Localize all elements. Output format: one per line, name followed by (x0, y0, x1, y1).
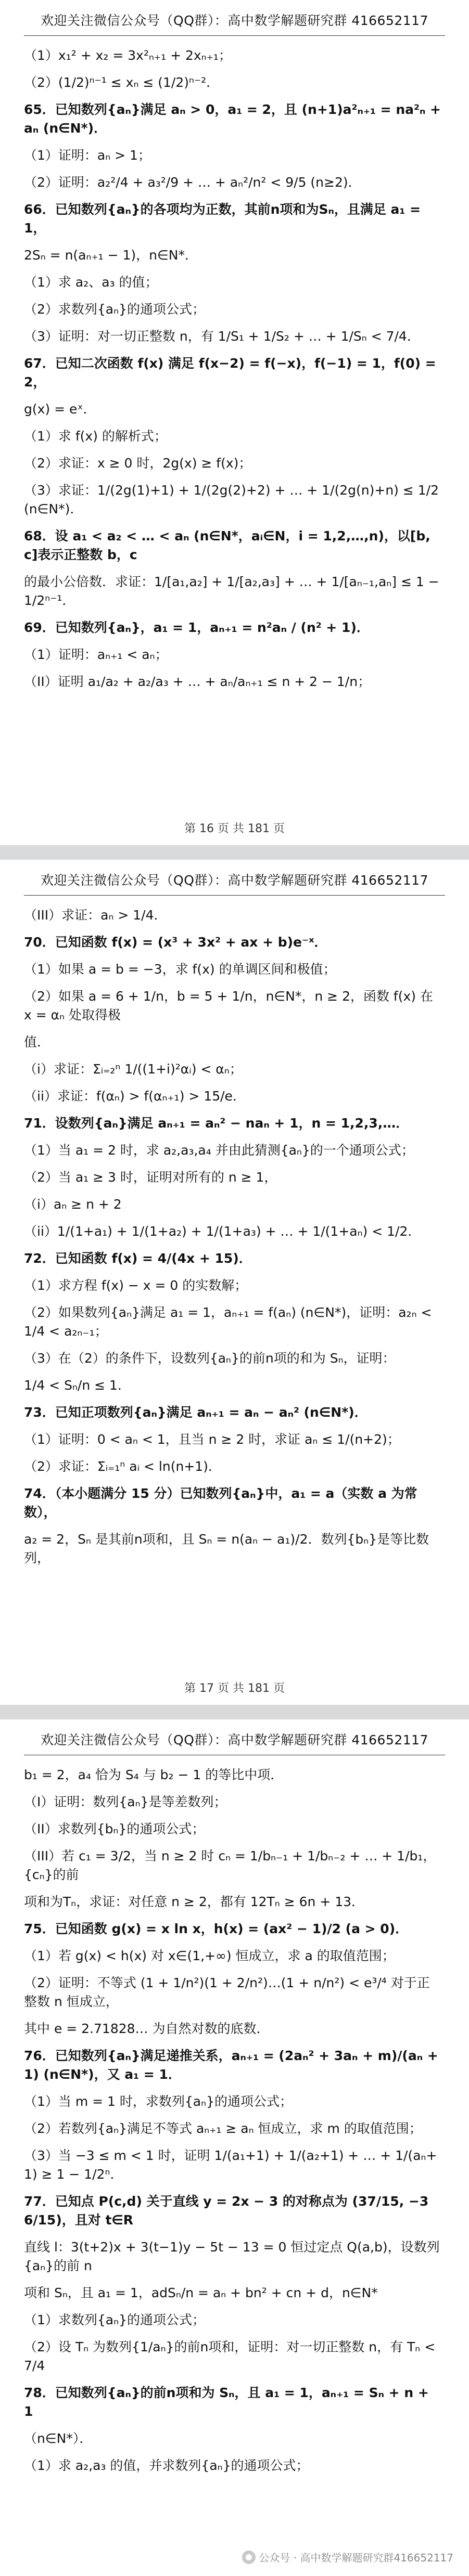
text-line: （1）若 g(x) < h(x) 对 x∈(1,+∞) 恒成立，求 a 的取值范围； (24, 1948, 395, 1963)
text-line: （i）aₙ ≥ n + 2 (24, 1197, 122, 1212)
problem-statement: 65．已知数列{aₙ}满足 aₙ > 0，a₁ = 2，且 (n+1)a²ₙ₊₁ = na²ₙ + aₙ (n∈N*)． (24, 102, 441, 136)
text-line: 1/4 < Sₙ/n ≤ 1． (24, 1378, 131, 1393)
text-line: （2）求证：x ≥ 0 时，2g(x) ≥ f(x)； (24, 456, 252, 471)
text-line: （2）当 a₁ ≥ 3 时，证明对所有的 n ≥ 1， (24, 1170, 277, 1185)
page-3 (0, 1719, 469, 2576)
text-line: （2）证明：不等式 (1 + 1/n²)(1 + 2/n²)…(1 + n/n²) < e³/⁴ 对于正整数 n 恒成立， (24, 1975, 430, 2009)
page-number: 第 16 页 共 181 页 (184, 822, 285, 835)
text-line: （II）证明 a₁/a₂ + a₂/a₃ + … + aₙ/aₙ₊₁ ≤ n + 2 − 1/n； (24, 674, 371, 689)
text-line: （1）求 f(x) 的解析式； (24, 429, 167, 444)
text-line: （ii）1/(1+a₁) + 1/(1+a₂) + 1/(1+a₃) + … + 1/(1+aₙ) < 1/2． (24, 1224, 421, 1239)
text-line: （3）证明：对一切正整数 n，有 1/S₁ + 1/S₂ + … + 1/Sₙ < 7/4． (24, 329, 420, 344)
text-line: （2）如果 a = 6 + 1/n，b = 5 + 1/n，n∈N*，n ≥ 2，函数 f(x) 在 x = αₙ 处取得极 (24, 989, 433, 1022)
page-header: 欢迎关注微信公众号（QQ群）：高中数学解题研究群 416652117 (24, 1719, 445, 1755)
problem-statement: 77．已知点 P(c,d) 关于直线 y = 2x − 3 的对称点为 (37/15, −36/15)，且对 t∈R (24, 2194, 429, 2228)
text-line: 2Sₙ = n(aₙ₊₁ − 1)，n∈N*． (24, 248, 198, 263)
text-line: （1）求 a₂,a₃ 的值，并求数列{aₙ}的通项公式； (24, 2458, 309, 2473)
text-line: （3）当 −3 ≤ m < 1 时，证明 1/(a₁+1) + 1/(a₂+1) + … + 1/(aₙ+1) ≥ 1 − 1/2ⁿ． (24, 2148, 437, 2182)
text-line: （1）求方程 f(x) − x = 0 的实数解； (24, 1278, 248, 1293)
text-line: （2）证明：a₂²/4 + a₃²/9 + … + aₙ²/n² < 9/5 (n≥2)． (24, 175, 361, 190)
problem-statement: 68．设 a₁ < a₂ < … < aₙ (n∈N*，aᵢ∈N，i = 1,2,…,n)，以[b,c]表示正整数 b，c (24, 528, 430, 562)
problem-statement: 66．已知数列{aₙ}的各项均为正数，其前n项和为Sₙ，且满足 a₁ = 1， (24, 202, 421, 236)
text-line: （1）证明：aₙ > 1； (24, 148, 151, 163)
text-line: （ii）求证：f(αₙ) > f(αₙ₊₁) > 15/e． (24, 1089, 246, 1104)
text-line: （3）在（2）的条件下，设数列{aₙ}的前n项的和为 Sₙ，证明： (24, 1351, 396, 1366)
page-1 (0, 0, 469, 845)
problem-statement: 75．已知函数 g(x) = x ln x，h(x) = (ax² − 1)/2 (a > 0)． (24, 1921, 409, 1936)
text-line: （III）求证：aₙ > 1/4． (24, 908, 167, 923)
text-line: 直线 l：3(t+2)x + 3(t−1)y − 5t − 13 = 0 恒过定点 Q(a,b)，设数列{aₙ}的前 n (24, 2240, 440, 2273)
text-line: （III）若 c₁ = 3/2，当 n ≥ 2 时 cₙ = 1/bₙ₋₁ + 1/bₙ₋₂ + … + 1/b₁，{cₙ}的前 (24, 1848, 436, 1882)
text-line: 的最小公倍数．求证：1/[a₁,a₂] + 1/[a₂,a₃] + … + 1/[aₙ₋₁,aₙ] ≤ 1 − 1/2ⁿ⁻¹． (24, 574, 439, 608)
text-line: （2）如果数列{aₙ}满足 a₁ = 1，aₙ₊₁ = f(aₙ) (n∈N*)，证明：a₂ₙ < 1/4 < a₂ₙ₋₁； (24, 1305, 432, 1339)
page-gap (0, 845, 469, 860)
wechat-logo-icon (242, 2551, 256, 2564)
text-line: （2）(1/2)ⁿ⁻¹ ≤ xₙ ≤ (1/2)ⁿ⁻²． (24, 75, 220, 90)
text-line: （i）求证：Σᵢ₌₂ⁿ 1/((1+i)²αᵢ) < αₙ； (24, 1062, 243, 1077)
text-line: g(x) = eˣ． (24, 402, 96, 417)
page-gap (0, 1705, 469, 1719)
text-line: （I）证明：数列{aₙ}是等差数列； (24, 1794, 227, 1809)
problem-statement: 74．（本小题满分 15 分）已知数列{aₙ}中，a₁ = a（实数 a 为常数）， (24, 1486, 417, 1520)
page-header: 欢迎关注微信公众号（QQ群）：高中数学解题研究群 416652117 (24, 0, 445, 36)
text-line: b₁ = 2，a₄ 恰为 S₄ 与 b₂ − 1 的等比中项． (24, 1767, 284, 1782)
text-line: （1）求数列{aₙ}的通项公式； (24, 2312, 205, 2327)
text-line: （2）设 Tₙ 为数列{1/aₙ}的前n项和，证明：对一切正整数 n，有 Tₙ < 7/4 (24, 2339, 436, 2373)
text-line: 项和为Tₙ，求证：对任意 n ≥ 2，都有 12Tₙ ≥ 6n + 13． (24, 1894, 365, 1909)
text-line: 值． (24, 1034, 50, 1050)
text-line: a₂ = 2，Sₙ 是其前n项和，且 Sₙ = n(aₙ − a₁)/2．数列{bₙ}是等比数列， (24, 1532, 429, 1565)
text-line: （2）若数列{aₙ}满足不等式 aₙ₊₁ ≥ aₙ 恒成立，求 m 的取值范围； (24, 2121, 422, 2136)
page-number: 第 17 页 共 181 页 (184, 1682, 285, 1695)
problem-statement: 71．设数列{aₙ}满足 aₙ₊₁ = aₙ² − naₙ + 1，n = 1,2,3,…． (24, 1116, 409, 1131)
problem-statement: 69．已知数列{aₙ}，a₁ = 1，aₙ₊₁ = n²aₙ / (n² + 1)． (24, 620, 370, 635)
text-line: （2）求证：Σᵢ₌₁ⁿ aᵢ < ln(n+1)． (24, 1459, 221, 1474)
watermark (242, 2549, 453, 2565)
problem-statement: 78．已知数列{aₙ}的前n项和为 Sₙ，且 a₁ = 1，aₙ₊₁ = Sₙ + n + 1 (24, 2385, 429, 2419)
problem-statement: 76．已知数列{aₙ}满足递推关系，aₙ₊₁ = (2aₙ² + 3aₙ + m)/(aₙ + 1) (n∈N*)，又 a₁ = 1． (24, 2048, 438, 2082)
text-line: （1）当 m = 1 时，求数列{aₙ}的通项公式； (24, 2094, 293, 2109)
page-header: 欢迎关注微信公众号（QQ群）：高中数学解题研究群 416652117 (24, 860, 445, 896)
page-content (0, 896, 469, 1572)
text-line: （1）如果 a = b = −3，求 f(x) 的单调区间和极值； (24, 962, 336, 977)
text-line: （1）证明：aₙ₊₁ < aₙ； (24, 647, 168, 662)
text-line: （n∈N*）． (24, 2431, 93, 2446)
text-line: （1）求 a₂、a₃ 的值； (24, 275, 158, 290)
text-line: （1）x₁² + x₂ = 3x²ₙ₊₁ + 2xₙ₊₁； (24, 48, 232, 63)
text-line: 项和 Sₙ，且 a₁ = 1，adSₙ/n = aₙ + bn² + cn + d，n∈N* (24, 2285, 378, 2300)
text-line: （II）求数列{bₙ}的通项公式； (24, 1821, 205, 1836)
text-line: 其中 e = 2.71828… 为自然对数的底数． (24, 2021, 270, 2036)
text-line: （1）当 a₁ = 2 时，求 a₂,a₃,a₄ 并由此猜测{aₙ}的一个通项公式； (24, 1143, 414, 1158)
page-2 (0, 860, 469, 1705)
page-content (0, 1755, 469, 2479)
page-content (0, 36, 469, 695)
problem-statement: 70．已知函数 f(x) = (x³ + 3x² + ax + b)e⁻ˣ． (24, 935, 327, 950)
text-line: （1）证明：0 < aₙ < 1，且当 n ≥ 2 时，求证 aₙ ≤ 1/(n+2)； (24, 1432, 400, 1447)
problem-statement: 67．已知二次函数 f(x) 满足 f(x−2) = f(−x)，f(−1) = 1，f(0) = 2， (24, 356, 436, 390)
problem-statement: 73．已知正项数列{aₙ}满足 aₙ₊₁ = aₙ − aₙ² (n∈N*)． (24, 1405, 367, 1420)
text-line: （3）求证：1/(2g(1)+1) + 1/(2g(2)+2) + … + 1/(2g(n)+n) ≤ 1/2 (n∈N*)． (24, 483, 439, 516)
watermark-text: 公众号 · 高中数学解题研究群416652117 (259, 2552, 453, 2564)
text-line: （2）求数列{aₙ}的通项公式； (24, 302, 205, 317)
problem-statement: 72．已知函数 f(x) = 4/(4x + 15)． (24, 1251, 252, 1266)
